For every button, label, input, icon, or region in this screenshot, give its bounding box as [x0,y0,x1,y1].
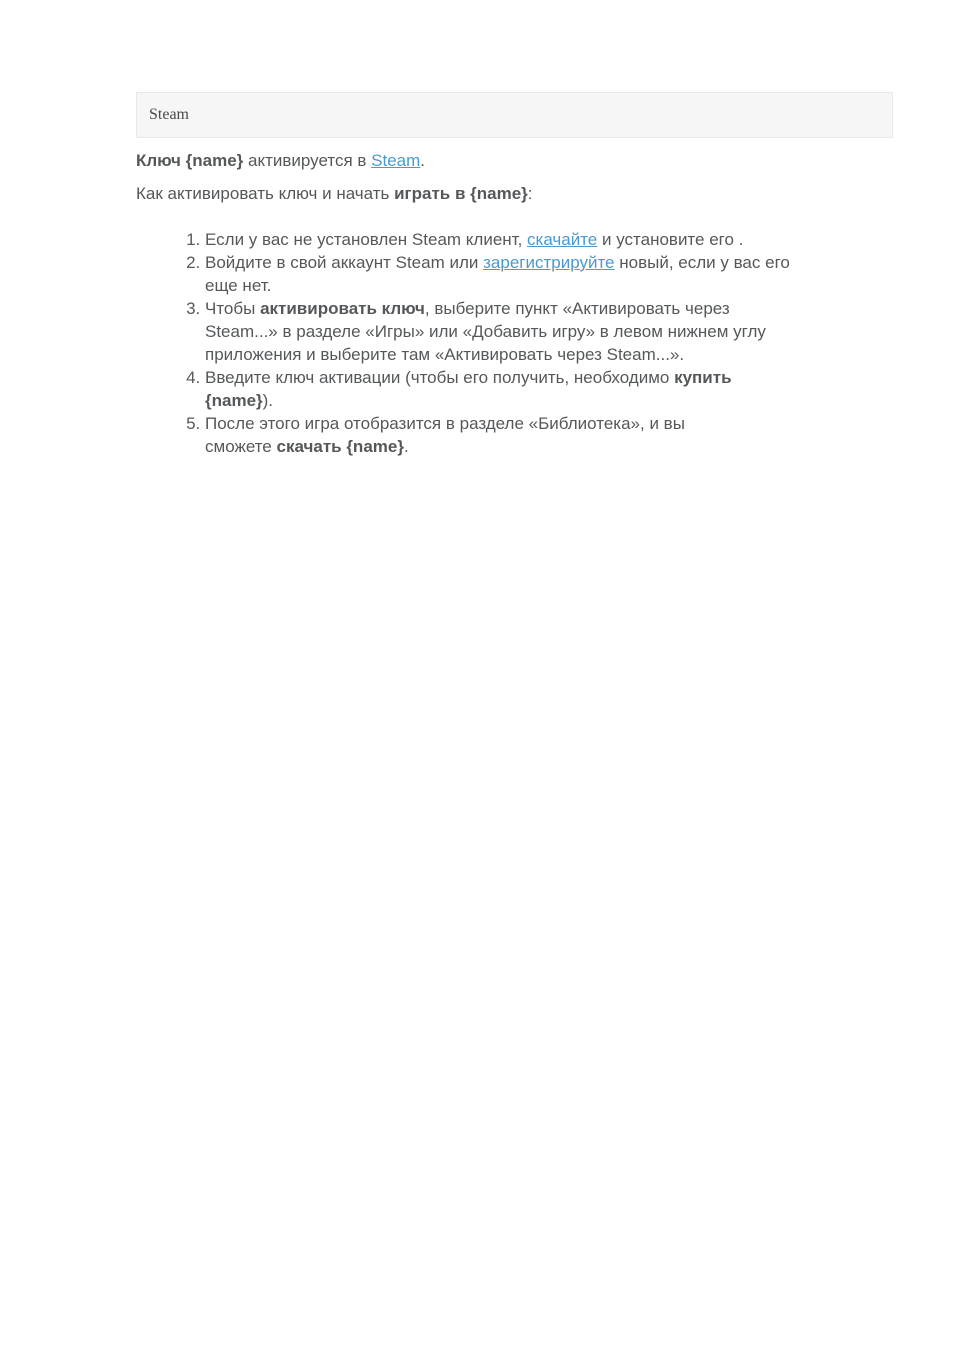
text-run: новый, если у вас его [614,253,790,272]
text-run: Как активировать ключ и начать [136,184,395,203]
text-run: Если у вас не установлен Steam клиент, [205,230,528,249]
text-run: приложения и выберите там «Активировать через Steam...». [205,345,685,364]
article-content [136,92,893,458]
step-item [205,251,893,297]
text-run: , выберите пункт «Активировать через [424,299,730,318]
step-item [205,297,893,366]
text-run: Чтобы [205,299,261,318]
bold-text: {name} [205,391,263,410]
text-run: . [403,437,409,456]
howto-paragraph [136,182,893,206]
text-run: Steam...» в разделе «Игры» или «Добавить игру» в левом нижнем углу [205,322,766,341]
text-run: Войдите в свой аккаунт Steam или [205,253,484,272]
bold-text: скачать {name} [276,437,404,456]
text-run: ). [262,391,274,410]
text-run: сможете [205,437,277,456]
section-header-steam[interactable] [136,92,893,138]
step-item [205,228,893,251]
steam-link[interactable]: Steam [371,151,421,170]
text-run: активируется в [243,151,372,170]
step-item [205,366,893,412]
activation-steps [136,228,893,458]
text-run: еще нет. [205,276,272,295]
text-run: . [420,151,426,170]
bold-text: купить [674,368,732,387]
bold-text: активировать ключ [260,299,425,318]
text-run: : [527,184,533,203]
register-account-link[interactable]: зарегистрируйте [483,253,615,272]
text-run: Введите ключ активации (чтобы его получить, необходимо [205,368,675,387]
section-title: Steam [149,106,189,123]
bold-text: Ключ {name} [136,151,244,170]
text-run: После этого игра отобразится в разделе «Библиотека», и вы [205,414,685,433]
step-item [205,412,893,458]
intro-paragraph [136,149,893,173]
text-run: и установите его . [597,230,744,249]
bold-text: играть в {name} [394,184,528,203]
download-client-link[interactable]: скачайте [527,230,598,249]
